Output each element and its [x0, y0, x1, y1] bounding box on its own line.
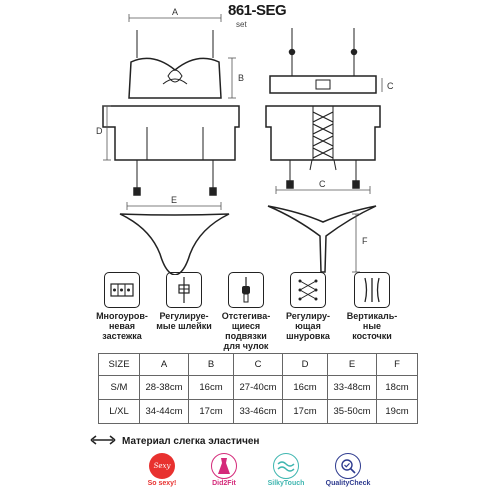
product-subtitle: set — [236, 20, 247, 29]
table-cell: 35-50cm — [328, 400, 377, 424]
badge-did2fit — [194, 453, 254, 487]
table-cell: 19cm — [377, 400, 418, 424]
table-header-cell: B — [189, 354, 234, 376]
dim-label-a: A — [172, 7, 179, 17]
badge-name: Did2Fit — [212, 480, 236, 487]
material-note — [90, 435, 259, 448]
feature-adjustable-lacing — [278, 272, 338, 341]
adjustable-lacing-icon — [290, 272, 326, 308]
material-note-text: Материал слегка эластичен — [122, 436, 260, 447]
magnifier-check-icon — [335, 453, 361, 479]
feature-name: Вертикаль-ные косточки — [346, 311, 398, 341]
table-cell: 33-46cm — [234, 400, 283, 424]
detachable-garter-icon — [228, 272, 264, 308]
table-header-cell: C — [234, 354, 283, 376]
heart-badge-icon — [149, 453, 175, 479]
table-cell: 18cm — [377, 376, 418, 400]
feature-name: Многоуров-невая застежка — [96, 311, 148, 341]
dim-label-e: E — [171, 195, 178, 205]
adjustable-strap-icon — [166, 272, 202, 308]
quality-badges — [132, 453, 392, 495]
table-row — [99, 376, 418, 400]
vertical-boning-icon — [354, 272, 390, 308]
feature-detachable-garters — [216, 272, 276, 351]
table-cell: 17cm — [189, 400, 234, 424]
badge-qualitycheck — [318, 453, 378, 487]
table-cell: 28-38cm — [140, 376, 189, 400]
feature-name: Регулиру-ющая шнуровка — [285, 311, 331, 341]
multi-hook-closure-icon — [104, 272, 140, 308]
dim-label-d: D — [96, 126, 103, 136]
dress-icon — [211, 453, 237, 479]
size-table — [98, 353, 418, 424]
badge-mark: Sexy — [153, 462, 171, 470]
feature-name: Отстегива-щиеся подвязки для чулок — [221, 311, 271, 351]
table-cell: 16cm — [283, 376, 328, 400]
table-cell: 33-48cm — [328, 376, 377, 400]
table-row — [99, 400, 418, 424]
double-arrow-icon — [90, 435, 116, 448]
badge-name: So sexy! — [147, 480, 177, 487]
product-code: 861-SEG — [228, 2, 287, 19]
feature-adjustable-straps — [154, 272, 214, 331]
feature-name: Регулируе-мые шлейки — [156, 311, 212, 331]
dim-label-c-top: C — [387, 81, 394, 91]
front-view — [103, 14, 239, 275]
badge-name: SilkyTouch — [267, 480, 305, 487]
table-header-cell: SIZE — [99, 354, 140, 376]
badge-silkytouch — [256, 453, 316, 487]
feature-vertical-boning — [342, 272, 402, 341]
silk-wave-icon — [273, 453, 299, 479]
table-cell: L/XL — [99, 400, 140, 424]
feature-list — [92, 272, 402, 352]
table-cell: 16cm — [189, 376, 234, 400]
table-header-cell: E — [328, 354, 377, 376]
table-header-cell: A — [140, 354, 189, 376]
dim-label-c-bottom: C — [319, 179, 326, 189]
table-cell: 34-44cm — [140, 400, 189, 424]
table-cell: 27-40cm — [234, 376, 283, 400]
table-header-cell: F — [377, 354, 418, 376]
table-cell: 17cm — [283, 400, 328, 424]
table-cell: S/M — [99, 376, 140, 400]
badge-so-sexy — [132, 453, 192, 487]
feature-multi-hook-closure — [92, 272, 152, 341]
table-header-cell: D — [283, 354, 328, 376]
dim-label-f: F — [362, 236, 368, 246]
badge-name: QualityCheck — [325, 480, 371, 487]
dim-label-b: B — [238, 73, 245, 83]
table-header-row — [99, 354, 418, 376]
